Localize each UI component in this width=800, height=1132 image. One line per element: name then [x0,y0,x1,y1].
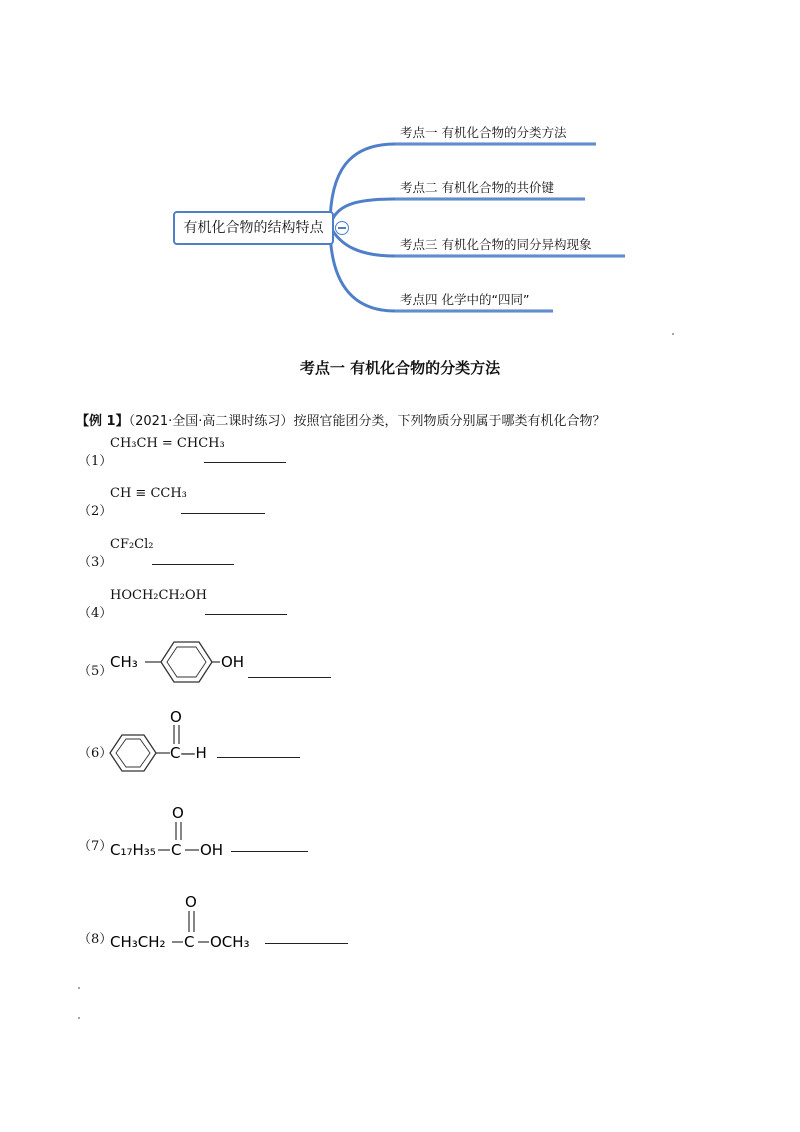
carbonyl-oxygen: O [185,893,197,911]
item-number: （7） [78,839,113,854]
benzene-ring [161,642,212,682]
formula-4: HOCH₂CH₂OH [110,588,207,603]
formula-3: CF₂Cl₂ [110,537,154,552]
example-text: 按照官能团分类，下列物质分别属于哪类有机化合物？ [293,414,606,429]
structure-5 [108,638,258,688]
mindmap-connectors [0,0,800,340]
mindmap-branch-2: 考点二 有机化合物的共价键 [400,180,554,195]
formula-1: CH₃CH = CHCH₃ [110,436,225,451]
group-ch3: CH₃ [110,653,138,671]
answer-blank-8[interactable] [265,943,348,944]
benzene-ring [110,735,156,771]
example-question [76,410,605,429]
mindmap-branch-4: 考点四 化学中的“四同” [400,292,530,307]
collapse-icon[interactable] [335,221,349,235]
structure-7 [108,800,238,866]
example-tag: 【例 1】 [76,414,129,429]
carbonyl-oxygen: O [170,708,182,726]
carbonyl-carbon: C [184,933,195,951]
answer-blank-1[interactable] [204,462,286,463]
item-number: （1） [78,454,113,469]
section-heading: 考点一 有机化合物的分类方法 [299,359,501,377]
answer-blank-2[interactable] [181,513,265,514]
group-och3: OCH₃ [210,933,250,951]
group-oh: OH [200,841,224,859]
example-source: （2021·全国·高二课时练习） [128,414,294,429]
carbonyl-oxygen: O [172,804,184,822]
structure-8 [108,892,268,956]
scan-dot [78,987,80,989]
answer-blank-3[interactable] [152,564,234,565]
carbonyl-carbon: C [171,841,182,859]
aldehyde-group: C—H [170,744,207,762]
structure-6 [106,706,226,776]
group-ethyl: CH₃CH₂ [110,933,166,951]
scan-dot [672,333,674,335]
item-number: （8） [78,932,113,947]
item-number: （2） [78,504,113,519]
mindmap-root-node: 有机化合物的结构特点 [173,211,334,245]
answer-blank-5[interactable] [248,677,331,678]
item-number: （3） [78,555,113,570]
formula-2: CH ≡ CCH₃ [110,486,187,501]
branch-connector-2 [330,199,585,226]
group-oh: OH [221,653,245,671]
item-number: （6） [78,746,113,761]
mindmap-branch-3: 考点三 有机化合物的同分异构现象 [400,237,592,252]
item-number: （4） [78,606,113,621]
scan-dot [78,1017,80,1019]
item-number: （5） [78,664,113,679]
answer-blank-6[interactable] [217,757,300,758]
answer-blank-4[interactable] [205,614,287,615]
mindmap-branch-1: 考点一 有机化合物的分类方法 [400,125,567,140]
group-c17h35: C₁₇H₃₅ [110,841,156,859]
answer-blank-7[interactable] [231,851,308,852]
